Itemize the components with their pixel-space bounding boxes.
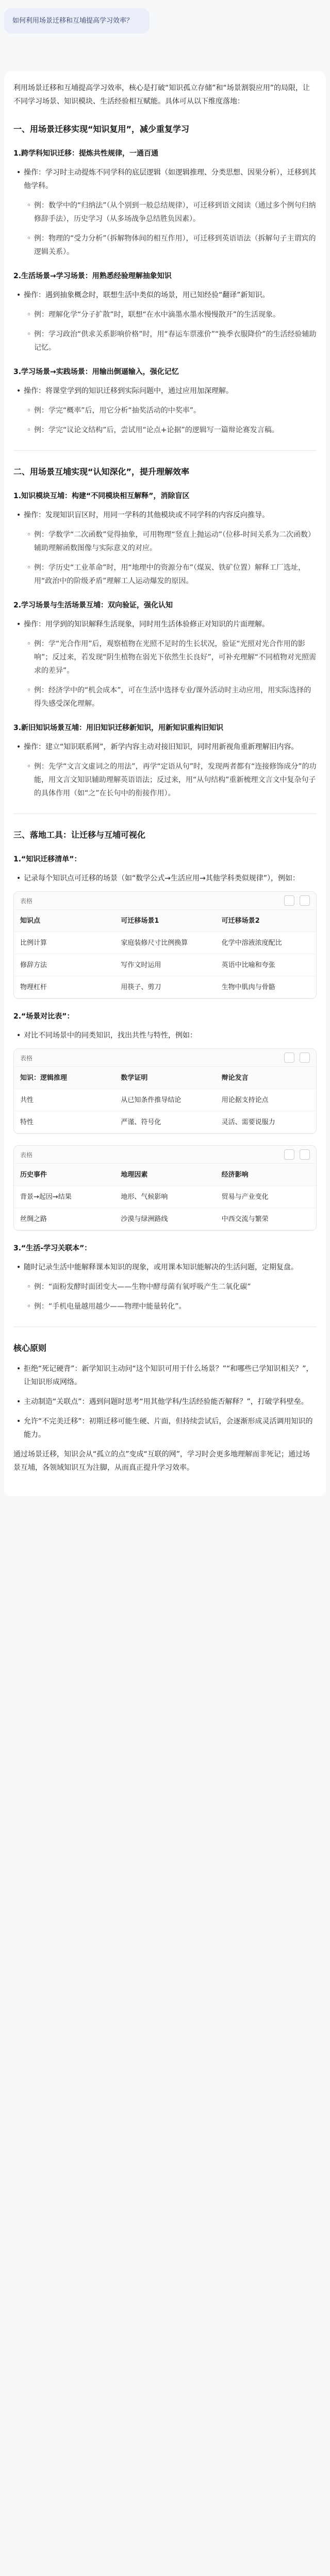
- section-1-title: 一、用场景迁移实现“知识复用”，减少重复学习: [13, 124, 190, 134]
- table-title: 表格: [20, 1054, 33, 1062]
- table-header-cell: 地理因素: [114, 1164, 215, 1186]
- s2-sub2-bullet-1: • 操作：用学到的知识解释生活现象，同时用生活体验修正对知识的片面理解。: [13, 618, 317, 631]
- copy-icon[interactable]: [284, 1149, 294, 1160]
- table-tools: [284, 1053, 310, 1063]
- table-header-bar: [14, 892, 316, 910]
- s2-sub1-title: 1.知识模块互埔：构建“不同模块相互解释”，消除盲区: [13, 492, 190, 500]
- table-cell: 灵活、需要说服力: [216, 1111, 316, 1133]
- s2-sub2-bullet-2: ◦ 例：学“光合作用”后，观察植物在光照不足时的生长状况，验证“光照对光合作用的影响”；反过来，若发现“阴生植物在弱光下依然生长良好”，可补充理解“不同植物对光照需求的差异”。: [13, 637, 317, 677]
- comparison-table: [14, 1067, 316, 1133]
- table-row: [14, 1089, 316, 1111]
- s3-sub1-title: 1.“知识迁移清单”：: [13, 855, 81, 863]
- table-cell: 贸易与产业变化: [216, 1186, 316, 1208]
- table-cell: 共性: [14, 1089, 114, 1111]
- s3-sub3-bullet-2: ◦ 例：“面粉发酵时面团变大——生物中酵母菌有氧呼吸产生二氧化碳”: [13, 1280, 317, 1294]
- table-header-cell: 经济影响: [216, 1164, 316, 1186]
- table-cell: 物理杠杆: [14, 976, 114, 998]
- table-cell: 从已知条件推导结论: [114, 1089, 215, 1111]
- table-cell: 丝绸之路: [14, 1208, 114, 1230]
- migration-table-card: [13, 891, 317, 999]
- s2-sub2-bullet-3: ◦ 例：经济学中的“机会成本”，可在生活中选择专业/课外活动时主动应用，用实际选择的得失感受深化理解。: [13, 684, 317, 710]
- s2-sub3-bullet-2: ◦ 例：先学“文言文虚词之的用法”，再学“定语从句”时，发现两者都有“连接修饰成分”的功能，用文言文知识辅助理解英语语法；反过来，用“从句结构”重新梳理文言文中复杂句子的具体作用（如“之”在长句中的衔接作用）。: [13, 760, 317, 800]
- table-row: [14, 910, 316, 932]
- table-row: [14, 932, 316, 954]
- s1-sub1-title: 1.跨学科知识迁移：提炼共性规律，一通百通: [13, 149, 159, 158]
- core-point-1: • 拒绝“死记硬背”：新学知识主动问“这个知识可用于什么场景？”“和哪些已学知识相关？”，让知识形成网络。: [13, 1362, 317, 1389]
- table-cell: 生物中肌肉与骨骼: [216, 976, 316, 998]
- download-icon[interactable]: [300, 1053, 310, 1063]
- s1-sub3-bullet-3: ◦ 例：学完“议论文结构”后，尝试用“论点+论据”的逻辑写一篇辩论赛发言稿。: [13, 423, 317, 437]
- table-tools: [284, 1149, 310, 1160]
- table-header-cell: 历史事件: [14, 1164, 114, 1186]
- intro-paragraph: 利用场景迁移和互埔提高学习效率，核心是打破“知识孤立存储”和“场景割裂应用”的局限，让不同学习场景、知识模块、生活经验相互赋能。具体可从以下维度落地：: [13, 84, 310, 106]
- table-header-bar: [14, 1146, 316, 1164]
- s1-sub2-title: 2.生活场景→学习场景：用熟悉经验理解抽象知识: [13, 272, 172, 280]
- conclusion: 通过场景迁移，知识会从“孤立的点”变成“互联的网”，学习时会更多地理解而非死记；通过场景互埔，各领域知识互为注脚，从而真正提升学习效率。: [13, 1450, 310, 1472]
- s1-sub3-bullet-2: ◦ 例：学完“概率”后，用它分析“抽奖活动的中奖率”。: [13, 404, 317, 417]
- table-header-cell: 可迁移场景1: [114, 910, 215, 932]
- s2-sub2-title: 2.学习场景与生活场景互埔：双向验证，强化认知: [13, 601, 173, 609]
- table-cell: 家庭装修尺寸比例换算: [114, 932, 215, 954]
- section-2-title: 二、用场景互埔实现“认知深化”，提升理解效率: [13, 467, 190, 477]
- table-header-cell: 知识点: [14, 910, 114, 932]
- table-cell: 中西交流与繁荣: [216, 1208, 316, 1230]
- table-header-cell: 可迁移场景2: [216, 910, 316, 932]
- s1-sub2-bullet-2: ◦ 例：理解化学“分子扩散”时，联想“在水中滴墨水墨水慢慢散开”的生活现象。: [13, 308, 317, 321]
- s3-sub2-title: 2.“场景对比表”：: [13, 1012, 74, 1021]
- table-cell: 特性: [14, 1111, 114, 1133]
- table-cell: 用论据支持论点: [216, 1089, 316, 1111]
- table-title: 表格: [20, 897, 33, 905]
- s3-sub3-bullet-3: ◦ 例：“手机电量越用越少——物理中能量转化”。: [13, 1300, 317, 1313]
- section-3-title: 三、落地工具：让迁移与互埔可视化: [13, 830, 146, 840]
- table-row: [14, 1208, 316, 1230]
- s2-sub3-title: 3.新旧知识场景互埔：用旧知识迁移新知识，用新知识重构旧知识: [13, 724, 224, 732]
- core-title: 核心原则: [13, 1343, 47, 1353]
- s2-sub3-bullet-1: • 操作：建立“知识联系网”，新学内容主动对接旧知识，同时用新视角重新理解旧内容。: [13, 740, 317, 754]
- download-icon[interactable]: [300, 895, 310, 906]
- s1-sub1-bullet-3: ◦ 例：物理的“受力分析”（拆解物体间的相互作用），可迁移到英语语法（拆解句子主谓宾的逻辑关系）。: [13, 232, 317, 259]
- table-header-bar: [14, 1049, 316, 1067]
- copy-icon[interactable]: [284, 895, 294, 906]
- table-cell: 用筷子、剪刀: [114, 976, 215, 998]
- table-cell: 背景→起因→结果: [14, 1186, 114, 1208]
- table-row: [14, 1067, 316, 1089]
- s1-sub1-bullet-2: ◦ 例：数学中的“归纳法”（从个别到一般总结规律），可迁移到语文阅读（通过多个例句归纳修辞手法），历史学习（从多场战争总结胜负因素）。: [13, 199, 317, 226]
- table-row: [14, 976, 316, 998]
- table-cell: 写作文时运用: [114, 954, 215, 976]
- history-table: [14, 1164, 316, 1230]
- s3-sub3-bullet-1: • 随时记录生活中能解释课本知识的现象，或用课本知识能解决的生活问题，定期复盘。: [13, 1261, 317, 1274]
- s3-sub3-title: 3.“生活-学习关联本”：: [13, 1244, 92, 1252]
- table-row: [14, 1111, 316, 1133]
- table-cell: 沙漠与绿洲路线: [114, 1208, 215, 1230]
- core-point-2: • 主动制造“关联点”：遇到问题时思考“用其他学科/生活经验能否解释？”，打破学科壁垒。: [13, 1395, 317, 1409]
- comparison-table-card: [13, 1048, 317, 1134]
- table-row: [14, 954, 316, 976]
- s1-sub3-bullet-1: • 操作：将课堂学到的知识迁移到实际问题中，通过应用加深理解。: [13, 384, 317, 398]
- s2-sub1-bullet-3: ◦ 例：学历史“工业革命”时，用“地理中的资源分布”（煤炭、铁矿位置）解释工厂选址，用“政治中的阶级矛盾”理解工人运动爆发的原因。: [13, 561, 317, 588]
- download-icon[interactable]: [300, 1149, 310, 1160]
- s3-sub1-bullet-1: • 记录每个知识点可迁移的场景（如“数学公式→生活应用→其他学科类似规律”），例如：: [13, 872, 317, 885]
- table-cell: 英语中比喻和夸张: [216, 954, 316, 976]
- table-cell: 化学中溶液浓度配比: [216, 932, 316, 954]
- table-row: [14, 1164, 316, 1186]
- table-cell: 修辞方法: [14, 954, 114, 976]
- copy-icon[interactable]: [284, 1053, 294, 1063]
- s1-sub1-bullet-1: • 操作：学习时主动提炼不同学科的底层逻辑（如逻辑推理、分类思想、因果分析），迁移到其他学科。: [13, 166, 317, 193]
- answer-card: [4, 71, 326, 1496]
- s1-sub2-bullet-1: • 操作：遇到抽象概念时，联想生活中类似的场景，用已知经验“翻译”新知识。: [13, 289, 317, 302]
- s2-sub1-bullet-2: ◦ 例：学数学“二次函数”觉得抽象，可用物理“竖直上抛运动”（位移-时间关系为二次函数）辅助理解函数图像与实际意义的对应。: [13, 528, 317, 555]
- s1-sub2-bullet-3: ◦ 例：学习政治“供求关系影响价格”时，用“春运车票涨价”“换季衣服降价”的生活经验辅助记忆。: [13, 328, 317, 354]
- table-header-cell: 数学证明: [114, 1067, 215, 1089]
- table-tools: [284, 895, 310, 906]
- s2-sub1-bullet-1: • 操作：发现知识盲区时，用同一学科的其他模块或不同学科的内容反向推导。: [13, 509, 317, 522]
- table-cell: 严谨、符号化: [114, 1111, 215, 1133]
- core-point-3: • 允许“不完美迁移”：初期迁移可能生硬、片面，但持续尝试后，会逐渐形成灵活调用知识的能力。: [13, 1415, 317, 1442]
- history-table-card: [13, 1145, 317, 1231]
- table-cell: 比例计算: [14, 932, 114, 954]
- table-header-cell: 辩论发言: [216, 1067, 316, 1089]
- table-title: 表格: [20, 1151, 33, 1159]
- s3-sub2-bullet-1: • 对比不同场景中的同类知识，找出共性与特性，例如：: [13, 1029, 317, 1042]
- question-bubble: 如何利用场景迁移和互埔提高学习效率？: [4, 8, 150, 33]
- table-header-cell: 知识：逻辑推理: [14, 1067, 114, 1089]
- migration-table: [14, 910, 316, 998]
- divider: [13, 450, 317, 451]
- table-cell: 地形、气候影响: [114, 1186, 215, 1208]
- s1-sub3-title: 3.学习场景→实践场景：用输出倒逼输入，强化记忆: [13, 368, 179, 376]
- question-area: [0, 0, 330, 61]
- table-row: [14, 1186, 316, 1208]
